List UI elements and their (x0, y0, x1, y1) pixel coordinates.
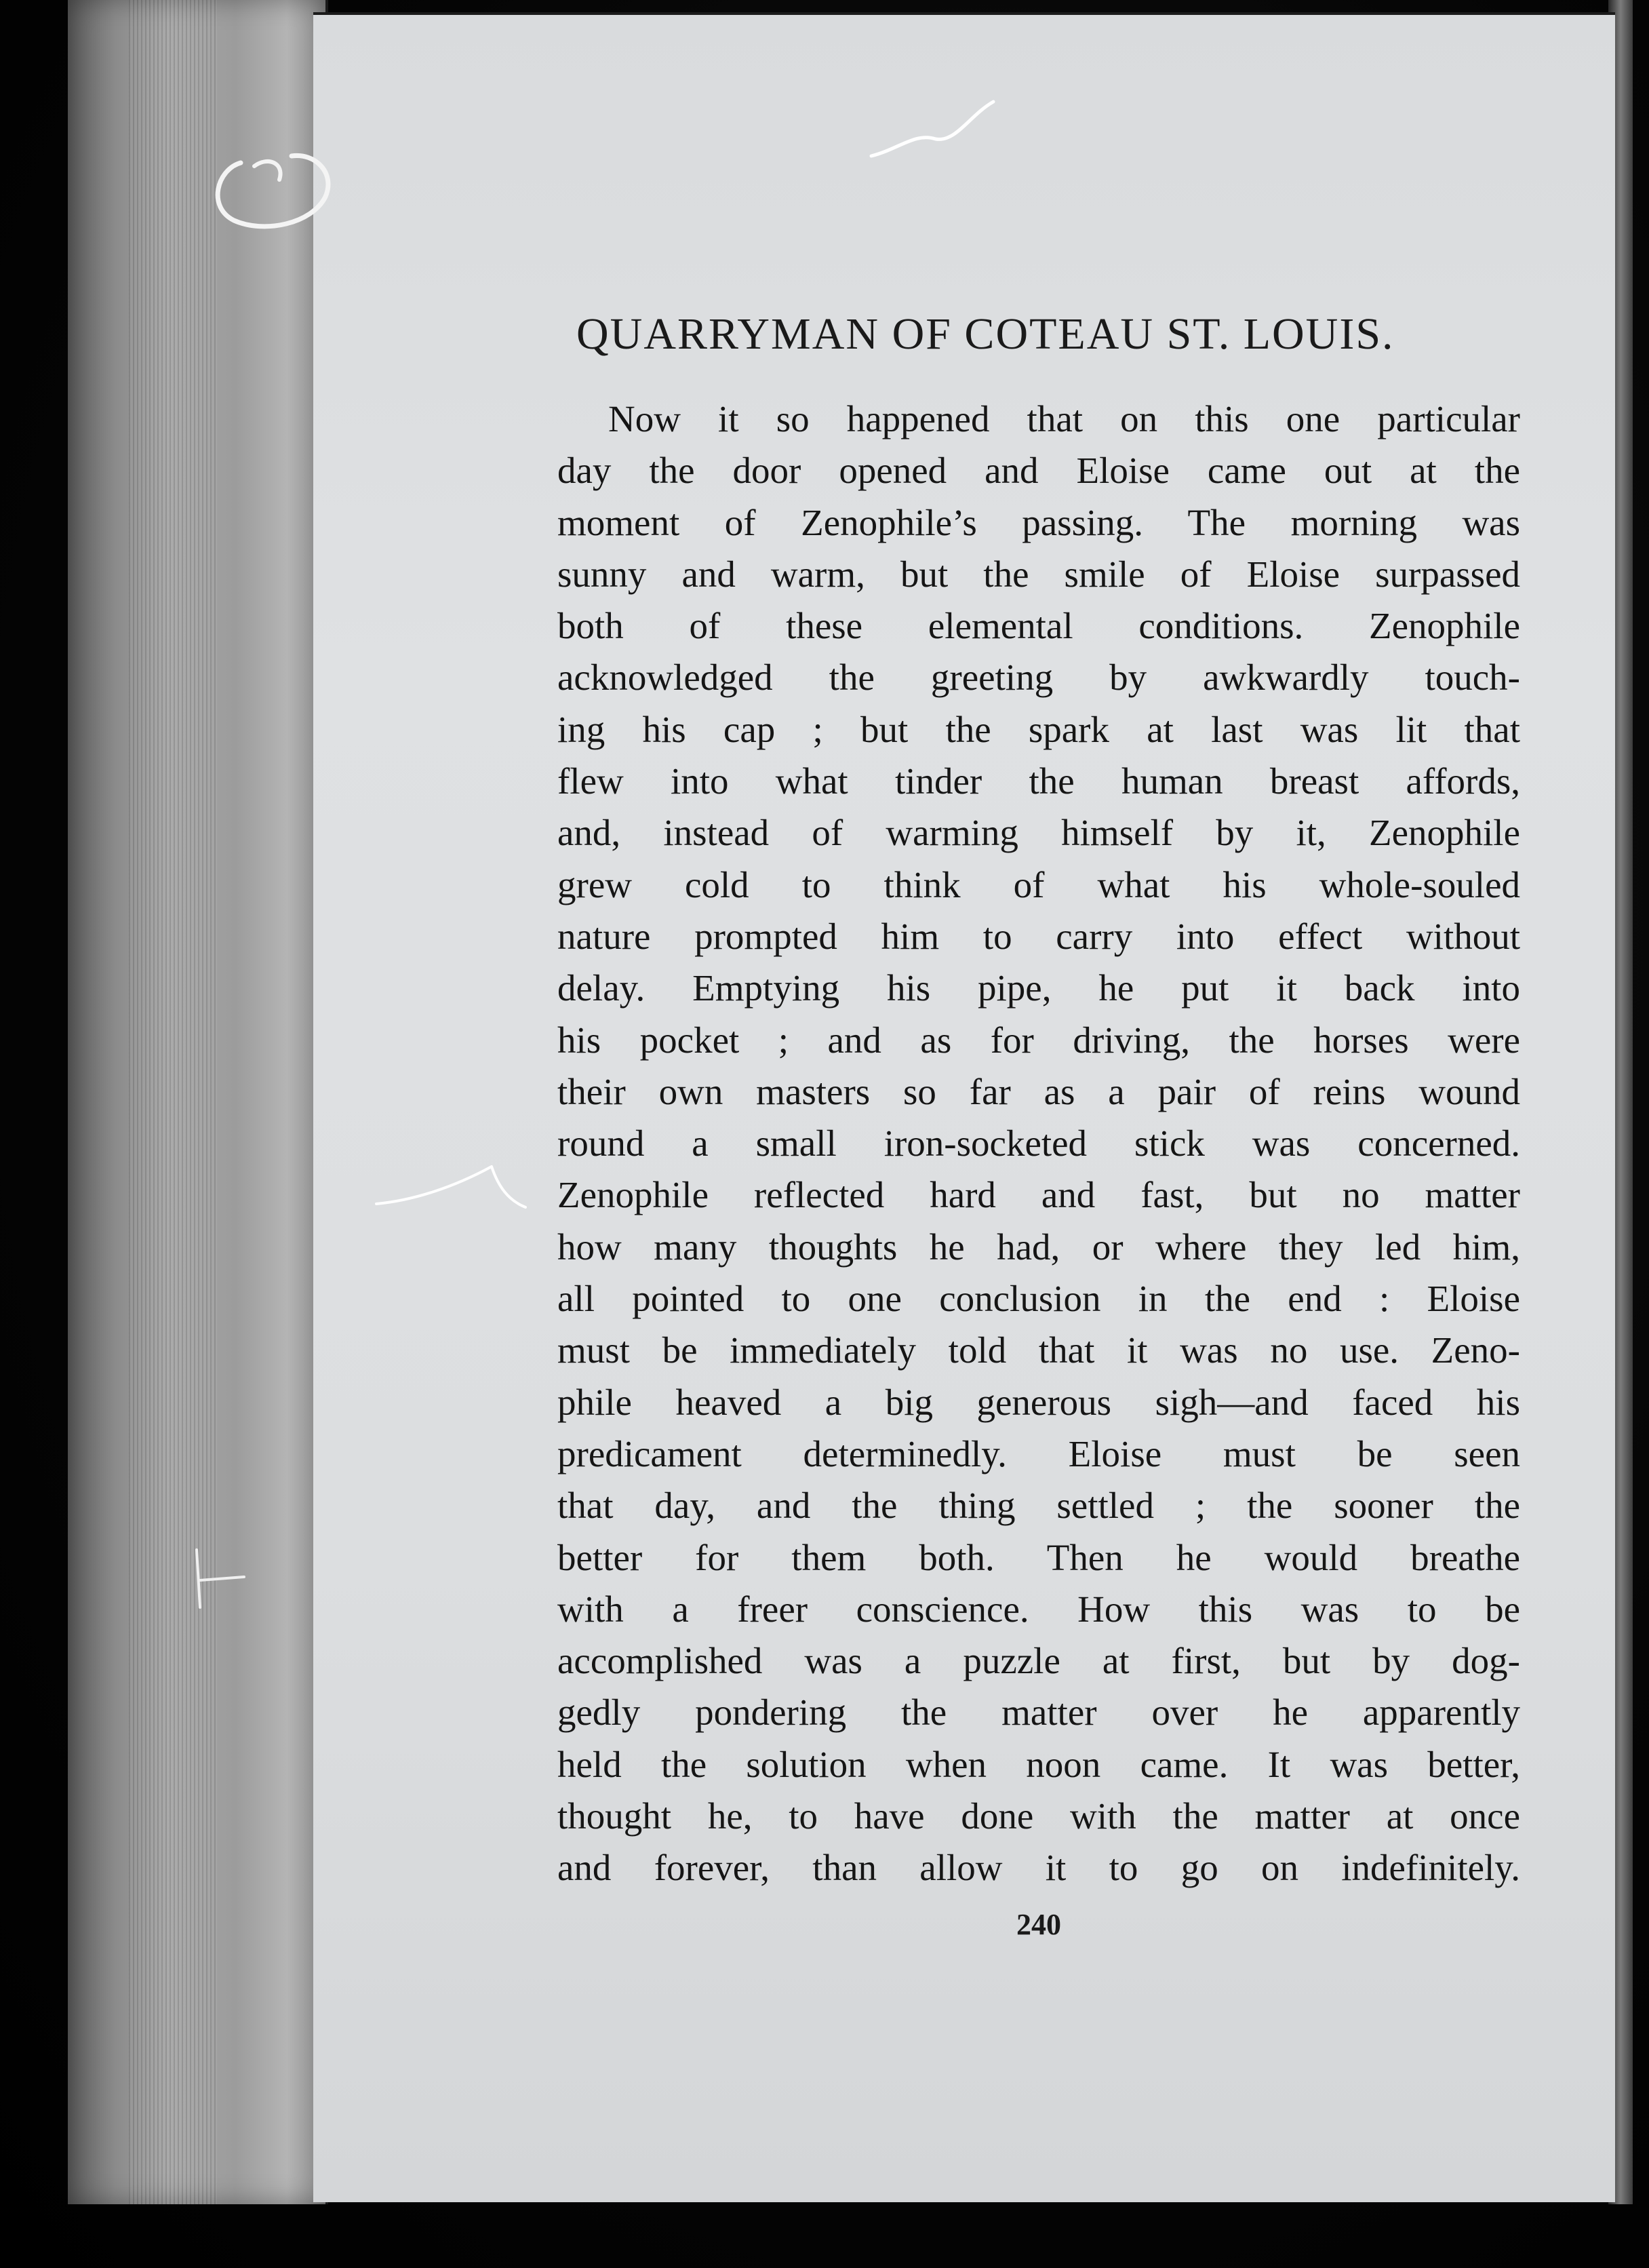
book-page-edges (68, 0, 328, 2204)
text-line: acknowledged the greeting by awkwardly touch- (557, 657, 1520, 699)
text-line: Zenophile reflected hard and fast, but no matter (557, 1174, 1520, 1216)
text-line: predicament determinedly. Eloise must be seen (557, 1432, 1520, 1474)
text-line: phile heaved a big generous sigh—and faced his (557, 1381, 1520, 1423)
running-head: QUARRYMAN OF COTEAU ST. LOUIS. (576, 309, 1395, 359)
text-line: accomplished was a puzzle at first, but by dog- (557, 1640, 1520, 1682)
text-line: his pocket ; and as for driving, the horses were (557, 1019, 1520, 1061)
text-line: with a freer conscience. How this was to be (557, 1588, 1520, 1630)
dust-scratch (373, 1160, 529, 1234)
text-line: that day, and the thing settled ; the sooner the (557, 1485, 1520, 1527)
body-text (557, 393, 1520, 1894)
text-line: their own masters so far as a pair of reins wound (557, 1070, 1520, 1112)
text-line: moment of Zenophile’s passing. The morning was (557, 501, 1520, 543)
text-line: must be immediately told that it was no use. Zeno- (557, 1329, 1520, 1371)
text-line: how many thoughts he had, or where they led him, (557, 1226, 1520, 1268)
page-number: 240 (1016, 1908, 1061, 1941)
text-line: better for them both. Then he would breathe (557, 1536, 1520, 1578)
text-line: gedly pondering the matter over he apparently (557, 1692, 1520, 1734)
text-line: Now it so happened that on this one particular (608, 398, 1520, 439)
dust-scratch (868, 92, 1004, 166)
text-line: thought he, to have done with the matter at once (557, 1795, 1520, 1837)
text-line: nature prompted him to carry into effect without (557, 915, 1520, 957)
text-line: all pointed to one conclusion in the end : Eloise (557, 1278, 1520, 1320)
text-line: delay. Emptying his pipe, he put it back into (557, 967, 1520, 1009)
pencil-circle-mark (203, 142, 339, 244)
text-line: day the door opened and Eloise came out at the (557, 450, 1520, 492)
text-line: ing his cap ; but the spark at last was lit that (557, 708, 1520, 750)
text-line: and forever, than allow it to go on indefinitely. (557, 1847, 1520, 1889)
text-line: held the solution when noon came. It was better, (557, 1743, 1520, 1785)
text-line: both of these elemental conditions. Zenophile (557, 605, 1520, 647)
text-line: sunny and warm, but the smile of Eloise surpassed (557, 553, 1520, 595)
text-line: grew cold to think of what his whole-souled (557, 863, 1520, 905)
dust-scratch (190, 1546, 251, 1614)
text-line: and, instead of warming himself by it, Zenophile (557, 812, 1520, 854)
text-line: round a small iron-socketed stick was concerned. (557, 1122, 1520, 1165)
text-line: flew into what tinder the human breast affords, (557, 760, 1520, 802)
